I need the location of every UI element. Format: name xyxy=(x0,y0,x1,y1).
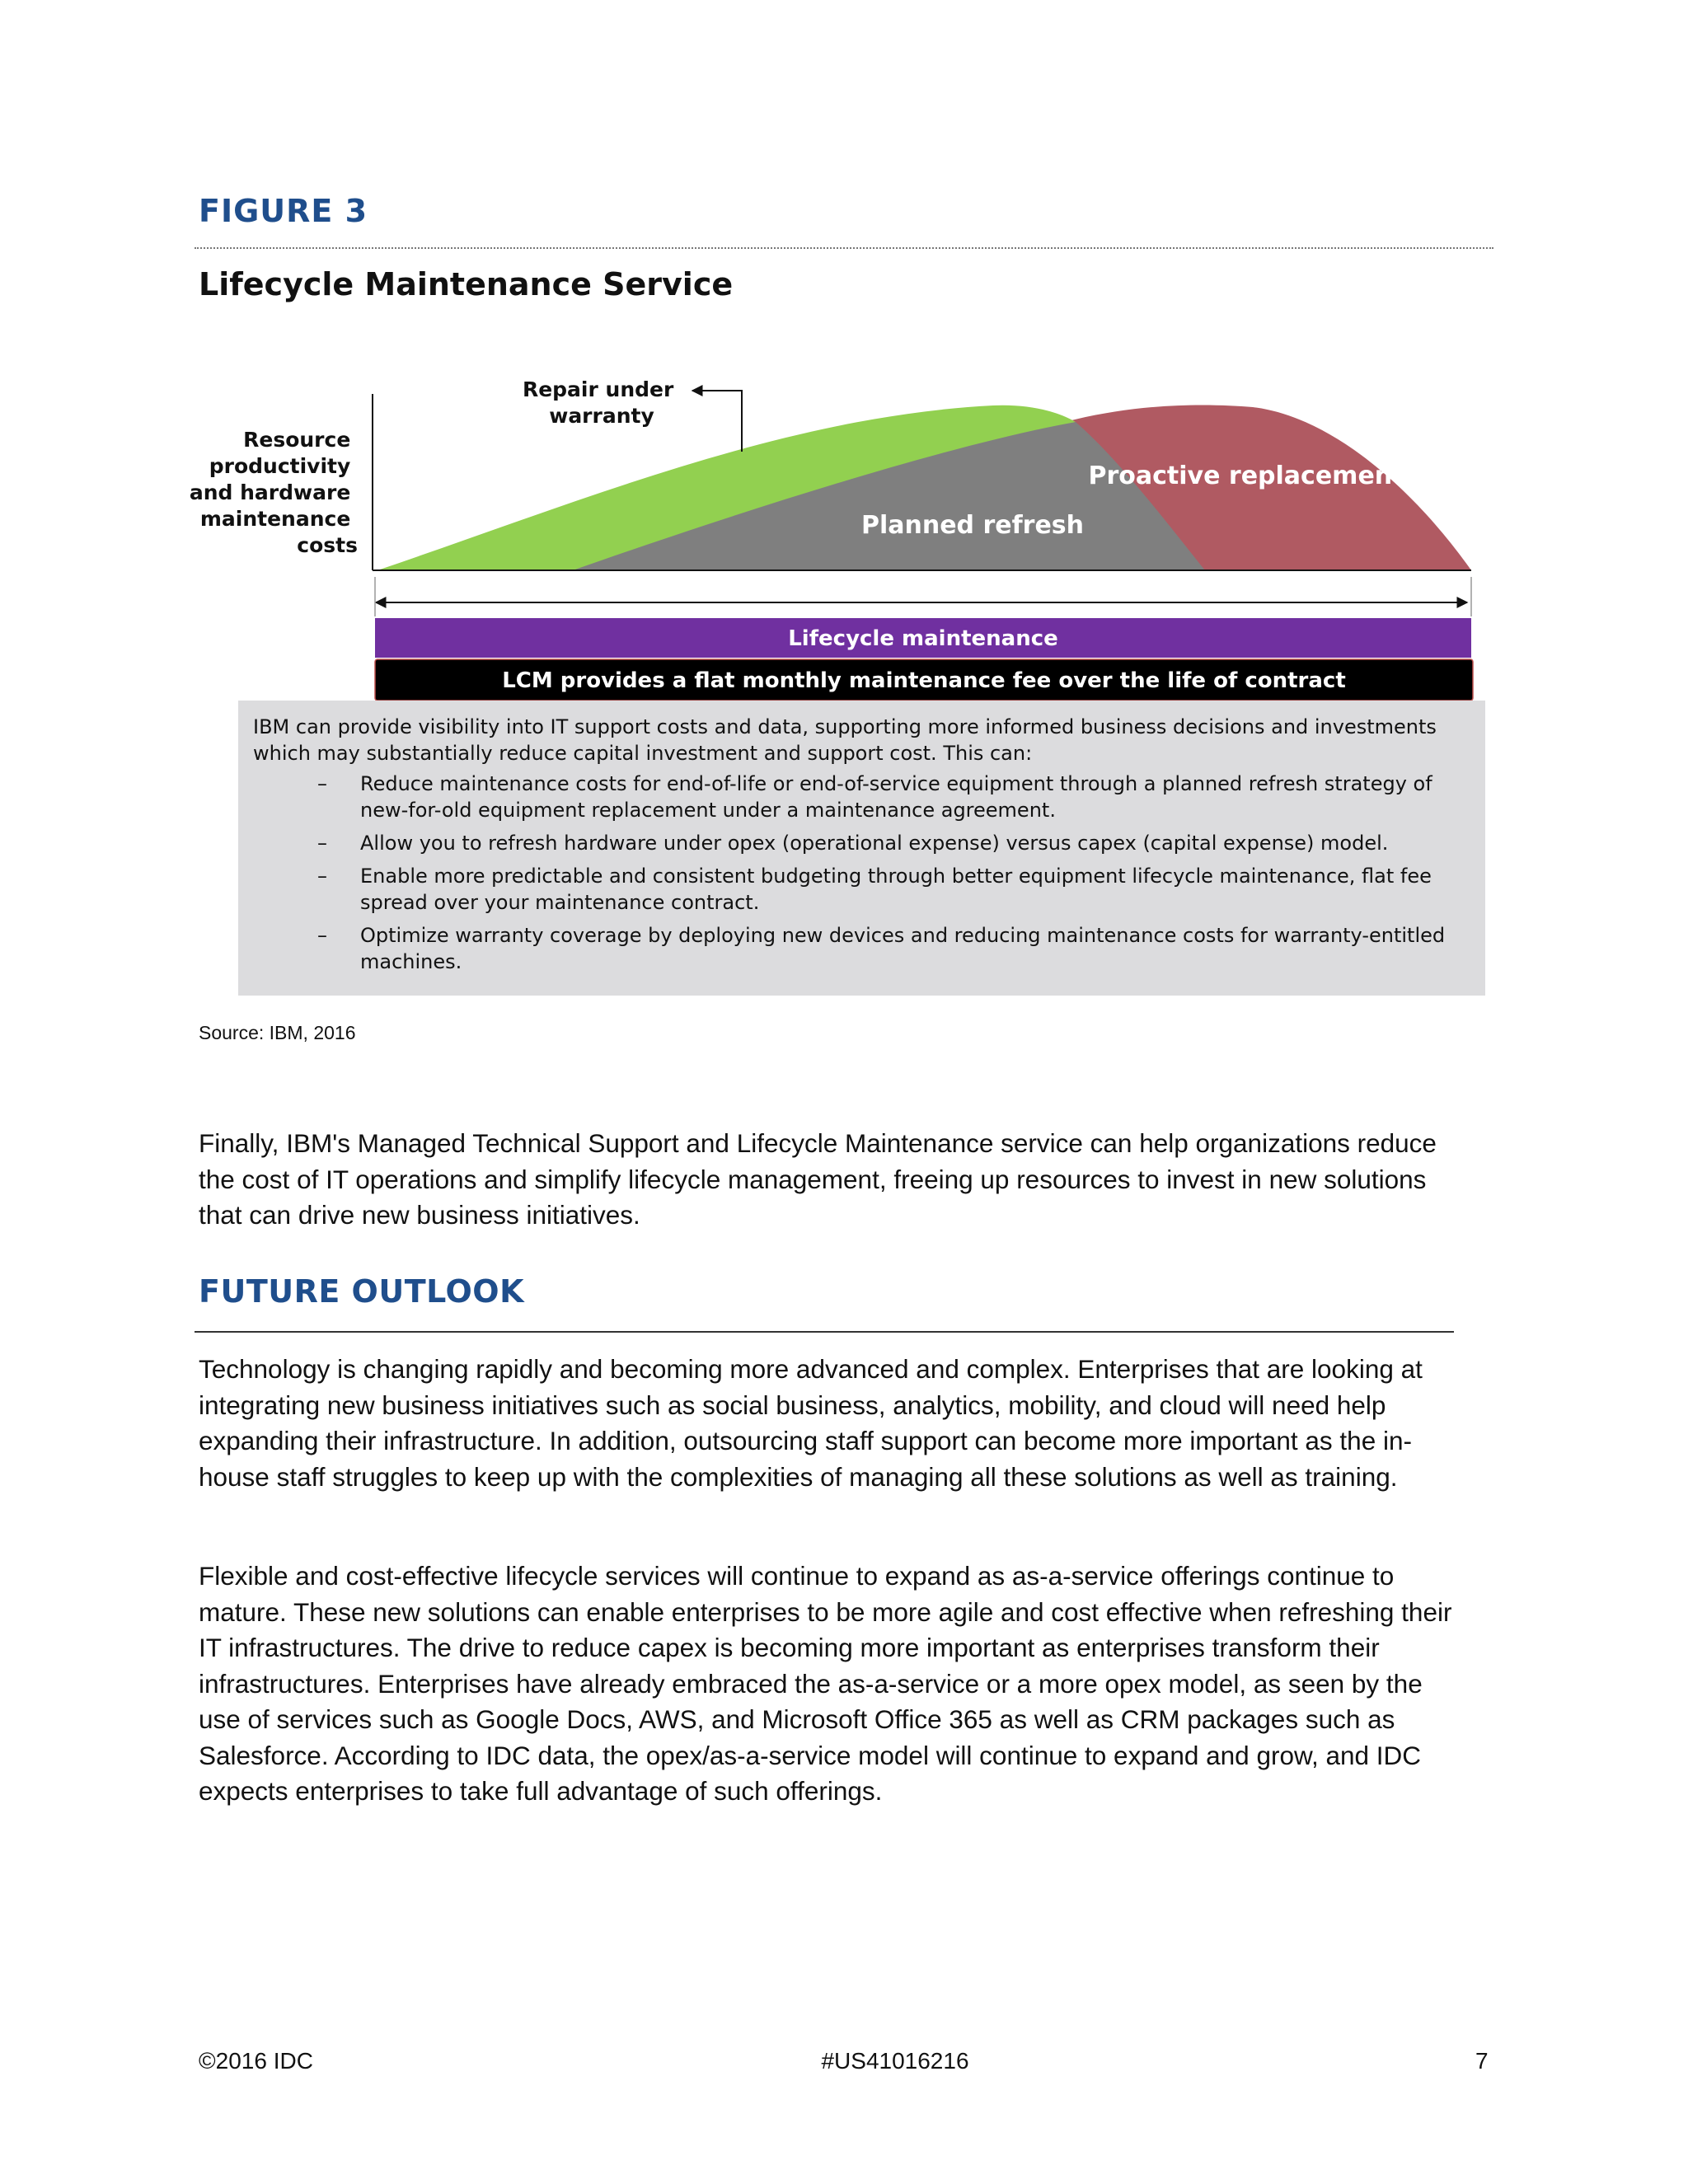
figure-divider xyxy=(195,247,1493,249)
info-box xyxy=(238,701,1485,996)
info-intro: IBM can provide visibility into IT support costs and data, supporting more informed business decisions and investments which may substantially reduce capital investment and support cost. This can: xyxy=(253,715,1437,765)
footer-copyright: ©2016 IDC xyxy=(199,2048,313,2074)
figure-source: Source: IBM, 2016 xyxy=(199,1022,356,1043)
body-paragraph-3: Flexible and cost-effective lifecycle services will continue to expand as as-a-service offerings continue to mature. These new solutions can enable enterprises to be more agile and cost effective when refreshing their IT infrastructures. The drive to reduce capex is becoming more important as enterprises transform their infrastructures. Enterprises have already embraced the as-a-service or a more opex model, as seen by the use of services such as Google Docs, AWS, and Microsoft Office 365 as well as CRM packages such as Salesforce. According to IDC data, the opex/as-a-service model will continue to expand and grow, and IDC expects enterprises to take full advantage of such offerings. xyxy=(199,1561,1452,1806)
info-bullet-text: Enable more predictable and consistent budgeting through better equipment lifecycle maintenance, flat fee spread over your maintenance contract. xyxy=(360,865,1432,914)
planned-refresh-label: Planned refresh xyxy=(860,511,1085,540)
info-bullet xyxy=(253,830,1469,856)
section-divider xyxy=(195,1331,1454,1333)
footer-page-number: 7 xyxy=(1475,2048,1489,2074)
lcm-fee-label: LCM provides a flat monthly maintenance fee over the life of contract xyxy=(502,668,1346,693)
info-bullet xyxy=(253,863,1469,916)
body-paragraph-1: Finally, IBM's Managed Technical Support and Lifecycle Maintenance service can help organizations reduce the cost of IT operations and simplify lifecycle management, freeing up resources to invest in new solutions that can drive new business initiatives. xyxy=(199,1128,1437,1230)
repair-under-warranty-label: Repair under warranty xyxy=(522,377,674,428)
bullet-dash: – xyxy=(317,865,327,888)
section-heading: FUTURE OUTLOOK xyxy=(199,1273,525,1310)
y-axis-label: Resource productivity and hardware maintenance costs xyxy=(190,428,358,557)
info-bullet xyxy=(253,922,1469,975)
info-bullet-text: Optimize warranty coverage by deploying new devices and reducing maintenance costs for warranty-entitled machines. xyxy=(360,924,1446,973)
callout-connector xyxy=(692,391,742,452)
figure-title: Lifecycle Maintenance Service xyxy=(199,266,734,302)
info-bullet xyxy=(253,771,1469,823)
body-paragraph-2: Technology is changing rapidly and becoming more advanced and complex. Enterprises that are looking at integrating new business initiatives such as social business, analytics, mobility, and cloud will need help expanding their infrastructure. In addition, outsourcing staff support can become more important as the in-house staff struggles to keep up with the complexities of managing all these solutions as well as training. xyxy=(199,1354,1423,1492)
lifecycle-diagram xyxy=(190,363,1492,701)
bullet-dash: – xyxy=(317,832,327,855)
bullet-dash: – xyxy=(317,924,327,947)
figure-label: FIGURE 3 xyxy=(199,193,368,229)
bullet-dash: – xyxy=(317,772,327,795)
footer-doc-id: #US41016216 xyxy=(821,2048,969,2074)
lifecycle-maintenance-label: Lifecycle maintenance xyxy=(788,626,1058,651)
proactive-replacement-label: Proactive replacement xyxy=(1088,462,1404,490)
info-bullet-list xyxy=(253,771,1469,975)
info-bullet-text: Reduce maintenance costs for end-of-life or end-of-service equipment through a planned refresh strategy of new-for-old equipment replacement under a maintenance agreement. xyxy=(360,772,1432,822)
info-bullet-text: Allow you to refresh hardware under opex (operational expense) versus capex (capital expense) model. xyxy=(360,832,1389,855)
